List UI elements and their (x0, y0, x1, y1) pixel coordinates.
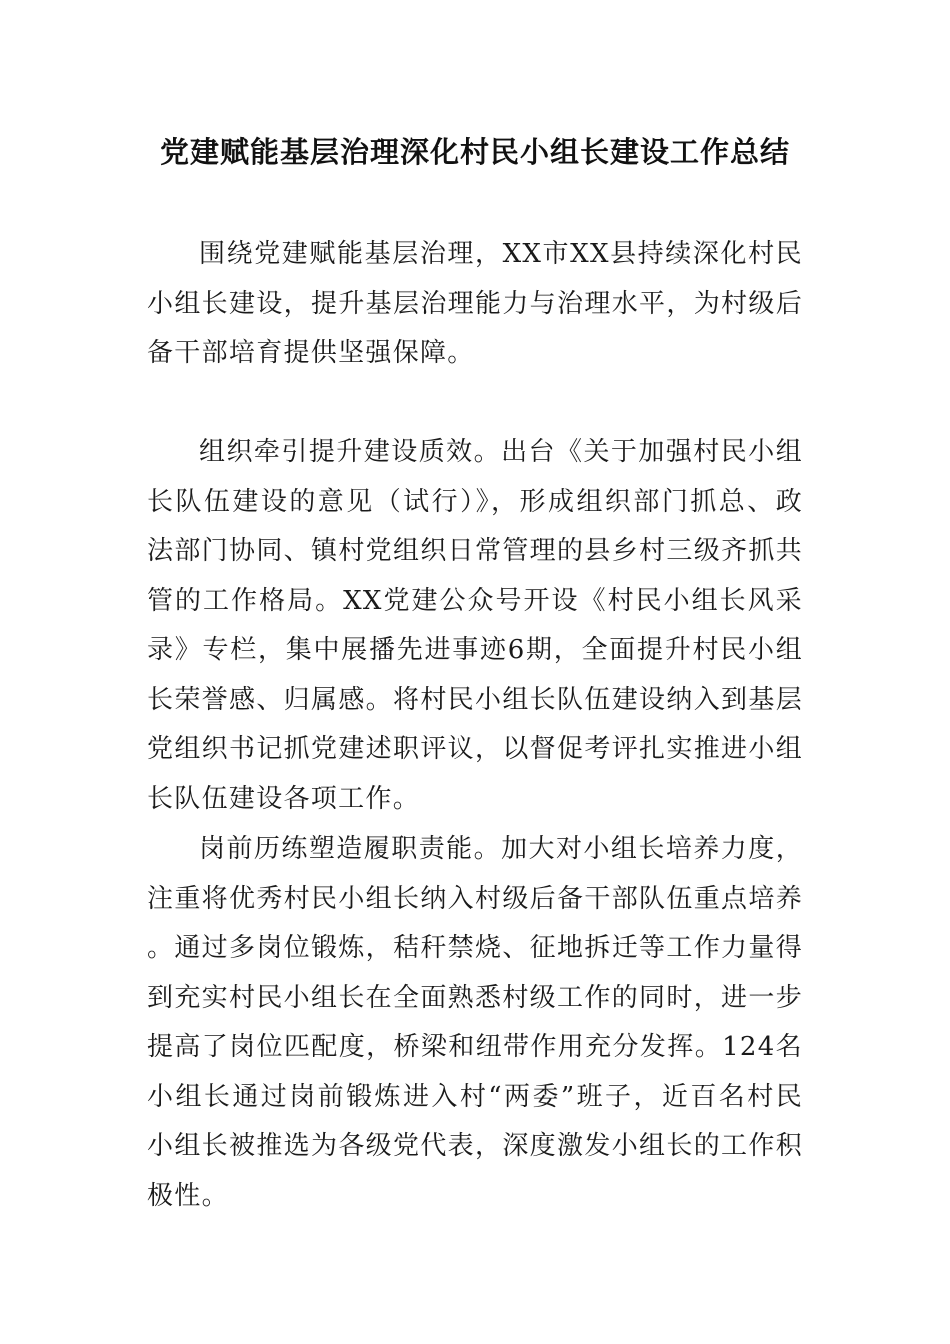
document-title: 党建赋能基层治理深化村民小组长建设工作总结 (159, 135, 790, 169)
paragraph-organization-guidance: 组织牵引提升建设质效。出台《关于加强村民小组长队伍建设的意见（试行）》，形成组织部门抓总、政法部门协同、镇村党组织日常管理的县乡村三级齐抓共管的工作格局。XX党建公众号开设《村民小组长风采录》专栏，集中展播先进事迹6期，全面提升村民小组长荣誉感、归属感。将村民小组长队伍建设纳入到基层党组织书记抓党建述职评议，以督促考评扎实推进小组长队伍建设各项工作。 (147, 437, 803, 814)
paragraph-pre-job-training: 岗前历练塑造履职责能。加大对小组长培养力度，注重将优秀村民小组长纳入村级后备干部队伍重点培养。通过多岗位锻炼，秸秆禁烧、征地拆迁等工作力量得到充实村民小组长在全面熟悉村级工作的同时，进一步提高了岗位匹配度，桥梁和纽带作用充分发挥。124名小组长通过岗前锻炼进入村“两委”班子，近百名村民小组长被推选为各级党代表，深度激发小组长的工作积极性。 (147, 834, 803, 1211)
paragraph-intro: 围绕党建赋能基层治理，XX市XX县持续深化村民小组长建设，提升基层治理能力与治理水平，为村级后备干部培育提供坚强保障。 (147, 239, 803, 368)
